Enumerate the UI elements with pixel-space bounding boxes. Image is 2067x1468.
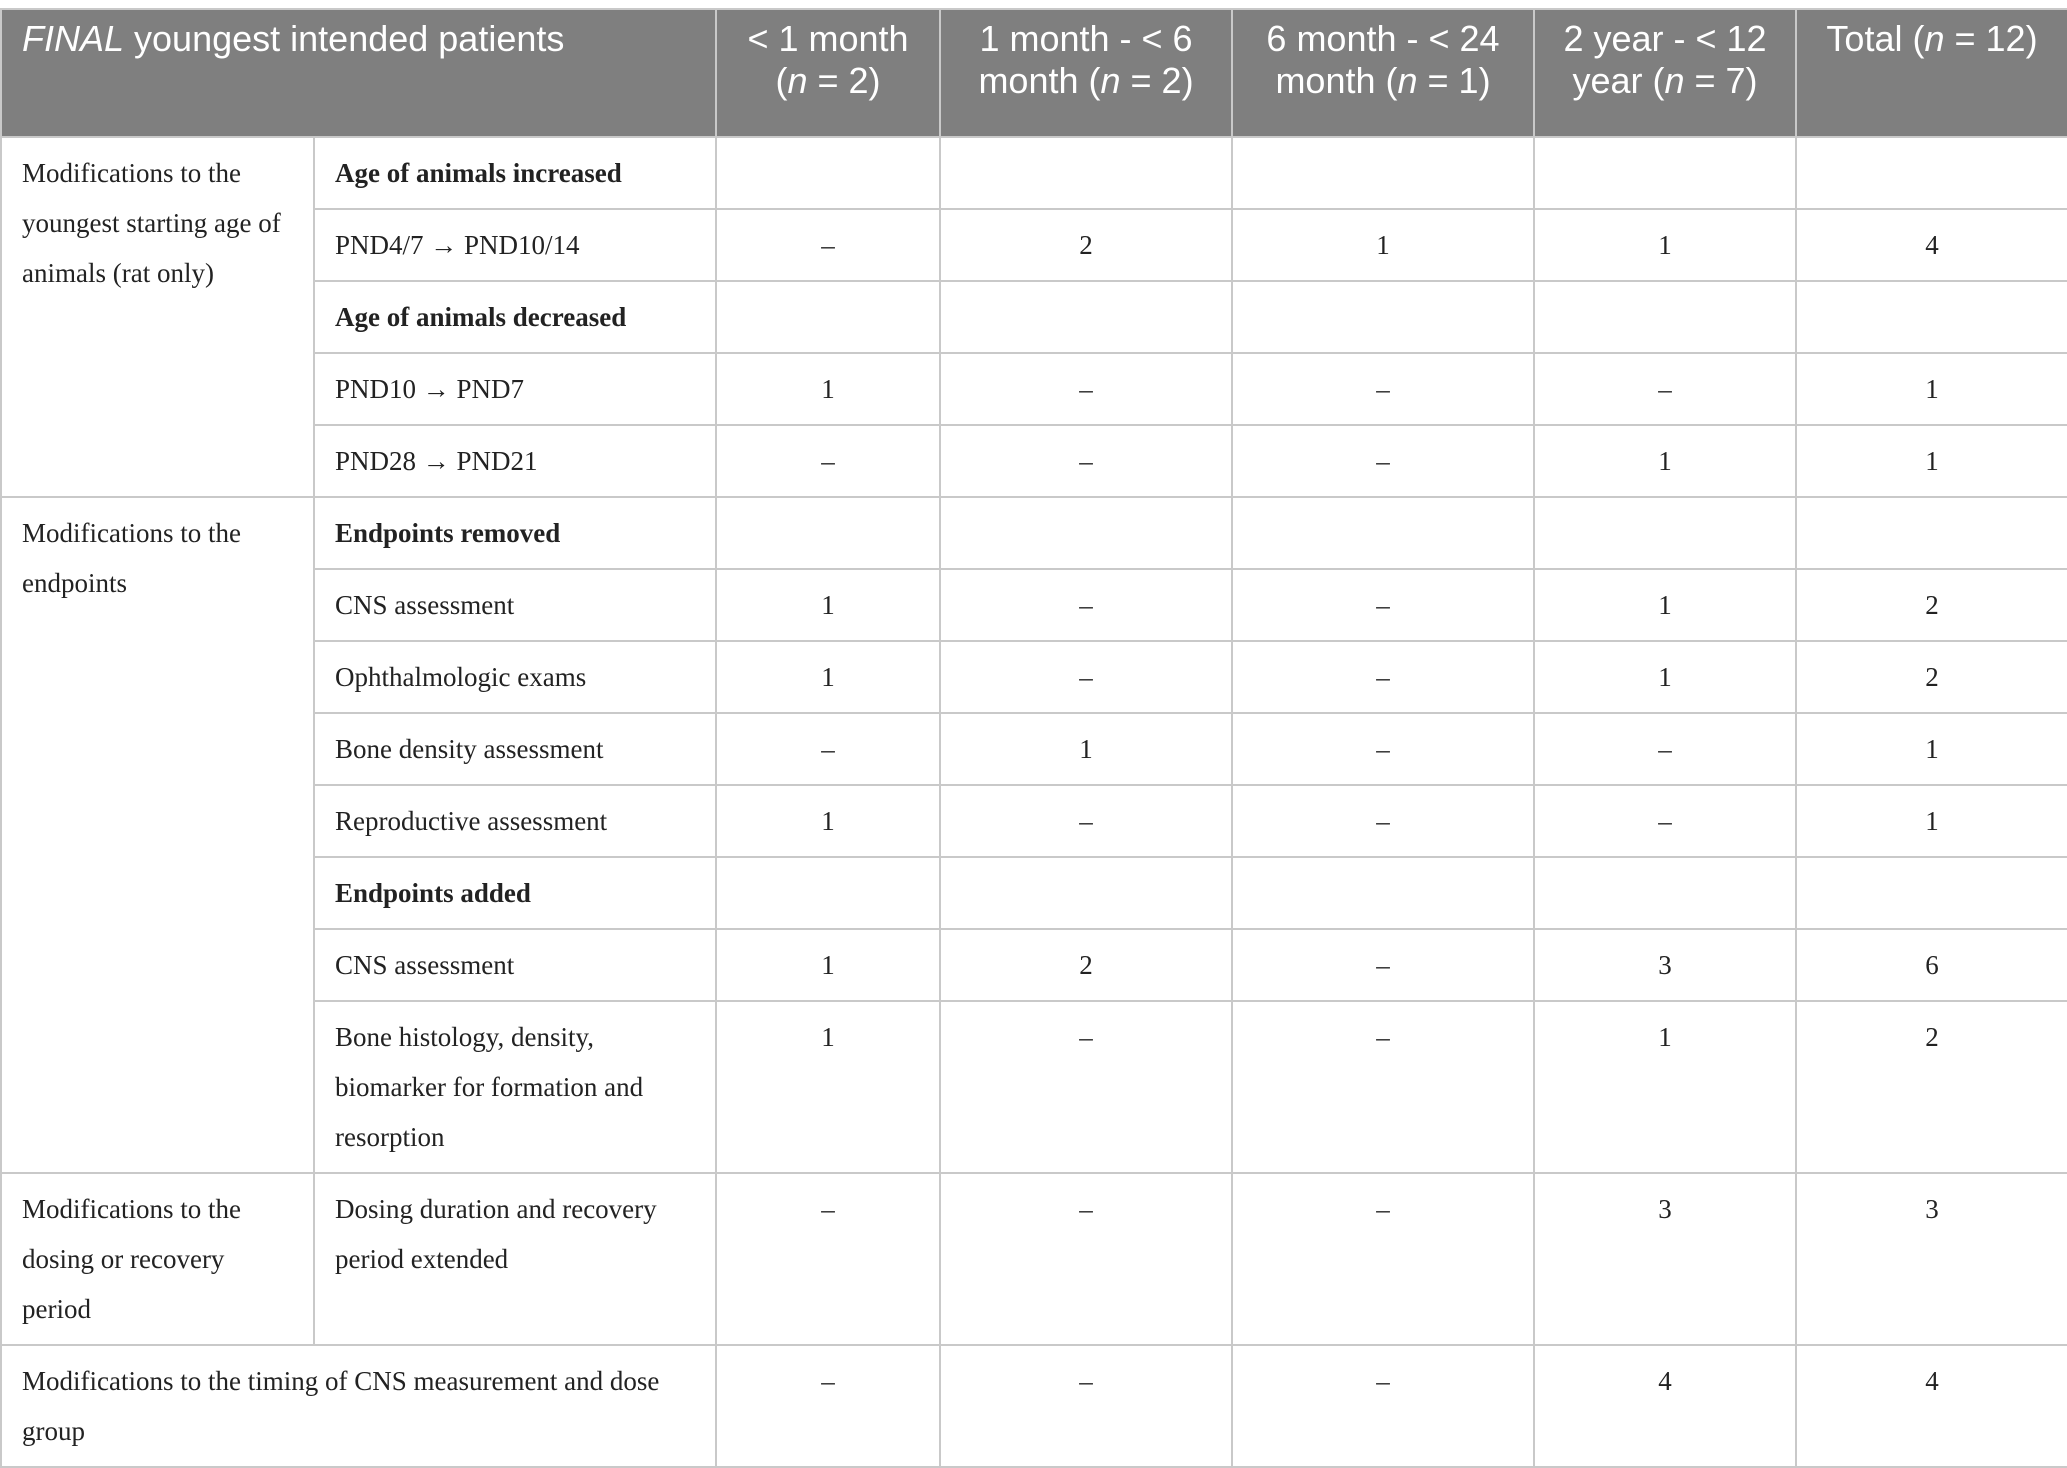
- value-cell: 1: [716, 569, 940, 641]
- subheading-cell: Endpoints removed: [314, 497, 716, 569]
- value-cell: 3: [1796, 1173, 2067, 1345]
- subheading-cell: Endpoints added: [314, 857, 716, 929]
- value-cell: [716, 281, 940, 353]
- row-label-cell: Bone density assessment: [314, 713, 716, 785]
- header-col-1-to-6-month: [940, 9, 1232, 137]
- header-col-line2-post: = 2): [807, 60, 881, 101]
- value-cell: [1534, 137, 1796, 209]
- value-cell: –: [940, 353, 1232, 425]
- value-cell: 1: [716, 641, 940, 713]
- header-col-line2-pre: (: [775, 60, 788, 101]
- value-cell: –: [940, 1345, 1232, 1467]
- value-cell: –: [940, 1001, 1232, 1173]
- category-cell: Modifications to the youngest starting age of animals (rat only): [1, 137, 314, 497]
- value-cell: –: [940, 569, 1232, 641]
- value-cell: 1: [1534, 569, 1796, 641]
- header-col-line2-post: = 2): [1120, 60, 1194, 101]
- subheading-cell: Age of animals increased: [314, 137, 716, 209]
- value-cell: 1: [716, 929, 940, 1001]
- value-cell: –: [1232, 1173, 1534, 1345]
- value-cell: 2: [940, 929, 1232, 1001]
- header-title-italic: FINAL: [22, 18, 125, 59]
- row-label-cell: PND28 → PND21: [314, 425, 716, 497]
- value-cell: –: [1232, 569, 1534, 641]
- table-row: [1, 137, 2067, 209]
- value-cell: –: [716, 1173, 940, 1345]
- value-cell: [1232, 497, 1534, 569]
- header-col-6-to-24-month: [1232, 9, 1534, 137]
- value-cell: 1: [1534, 209, 1796, 281]
- table-row: [1, 1173, 2067, 1345]
- header-col-line2-post: = 7): [1684, 60, 1758, 101]
- header-col-line1: 1 month - < 6: [979, 18, 1193, 59]
- value-cell: 2: [940, 209, 1232, 281]
- value-cell: [1232, 281, 1534, 353]
- value-cell: 2: [1796, 1001, 2067, 1173]
- value-cell: 1: [1796, 785, 2067, 857]
- header-col-line1: 2 year - < 12: [1563, 18, 1767, 59]
- value-cell: –: [1232, 641, 1534, 713]
- header-total-post: = 12): [1944, 18, 2038, 59]
- value-cell: [940, 137, 1232, 209]
- value-cell: [1796, 281, 2067, 353]
- row-label-cell: Ophthalmologic exams: [314, 641, 716, 713]
- value-cell: [1232, 857, 1534, 929]
- value-cell: 3: [1534, 929, 1796, 1001]
- row-label-cell: CNS assessment: [314, 569, 716, 641]
- header-col-line1: 6 month - < 24: [1266, 18, 1500, 59]
- value-cell: –: [716, 713, 940, 785]
- value-cell: –: [1232, 1345, 1534, 1467]
- header-col-line2-pre: year (: [1572, 60, 1665, 101]
- value-cell: –: [1232, 713, 1534, 785]
- value-cell: 4: [1796, 1345, 2067, 1467]
- row-label-cell: Reproductive assessment: [314, 785, 716, 857]
- value-cell: 1: [1796, 713, 2067, 785]
- header-col-total: [1796, 9, 2067, 137]
- value-cell: –: [940, 1173, 1232, 1345]
- category-cell: Modifications to the timing of CNS measurement and dose group: [1, 1345, 716, 1467]
- header-col-n: n: [1100, 60, 1121, 101]
- row-label-cell: PND10 → PND7: [314, 353, 716, 425]
- header-total-pre: Total (: [1826, 18, 1925, 59]
- header-total-n: n: [1924, 18, 1945, 59]
- value-cell: –: [1534, 713, 1796, 785]
- value-cell: 1: [1534, 1001, 1796, 1173]
- header-col-line2-pre: month (: [978, 60, 1101, 101]
- header-col-line2-pre: month (: [1275, 60, 1398, 101]
- value-cell: [1534, 281, 1796, 353]
- value-cell: –: [716, 1345, 940, 1467]
- value-cell: –: [1232, 1001, 1534, 1173]
- value-cell: [940, 497, 1232, 569]
- value-cell: [1796, 137, 2067, 209]
- value-cell: –: [940, 641, 1232, 713]
- value-cell: 1: [1232, 209, 1534, 281]
- value-cell: [940, 857, 1232, 929]
- header-col-under-1-month: [716, 9, 940, 137]
- value-cell: [1534, 857, 1796, 929]
- value-cell: –: [716, 209, 940, 281]
- value-cell: 1: [1796, 425, 2067, 497]
- header-col-n: n: [1397, 60, 1418, 101]
- header-col-n: n: [787, 60, 808, 101]
- category-cell: Modifications to the endpoints: [1, 497, 314, 1173]
- header-col-2-to-12-year: [1534, 9, 1796, 137]
- row-label-cell: CNS assessment: [314, 929, 716, 1001]
- header-title-rest: youngest intended patients: [124, 18, 565, 59]
- header-col-n: n: [1664, 60, 1685, 101]
- value-cell: 1: [1796, 353, 2067, 425]
- table-row: [1, 497, 2067, 569]
- value-cell: –: [1534, 785, 1796, 857]
- table-row: [1, 1345, 2067, 1467]
- value-cell: 1: [716, 785, 940, 857]
- value-cell: 3: [1534, 1173, 1796, 1345]
- value-cell: 1: [1534, 641, 1796, 713]
- header-row: [1, 9, 2067, 137]
- value-cell: [716, 497, 940, 569]
- header-col-line1: < 1 month: [747, 18, 909, 59]
- value-cell: –: [1232, 353, 1534, 425]
- value-cell: 2: [1796, 641, 2067, 713]
- value-cell: [716, 857, 940, 929]
- value-cell: 4: [1534, 1345, 1796, 1467]
- value-cell: 6: [1796, 929, 2067, 1001]
- value-cell: [716, 137, 940, 209]
- value-cell: [940, 281, 1232, 353]
- value-cell: –: [1232, 785, 1534, 857]
- row-label-cell: Dosing duration and recovery period extended: [314, 1173, 716, 1345]
- value-cell: –: [940, 785, 1232, 857]
- value-cell: 4: [1796, 209, 2067, 281]
- value-cell: –: [940, 425, 1232, 497]
- row-label-cell: PND4/7 → PND10/14: [314, 209, 716, 281]
- value-cell: –: [716, 425, 940, 497]
- value-cell: 1: [1534, 425, 1796, 497]
- value-cell: –: [1232, 425, 1534, 497]
- header-col-line2-post: = 1): [1417, 60, 1491, 101]
- value-cell: –: [1534, 353, 1796, 425]
- value-cell: [1232, 137, 1534, 209]
- value-cell: [1796, 497, 2067, 569]
- value-cell: –: [1232, 929, 1534, 1001]
- value-cell: 1: [940, 713, 1232, 785]
- value-cell: [1796, 857, 2067, 929]
- value-cell: 1: [716, 1001, 940, 1173]
- value-cell: [1534, 497, 1796, 569]
- modifications-table: [0, 8, 2067, 1468]
- value-cell: 1: [716, 353, 940, 425]
- header-title: [1, 9, 716, 137]
- row-label-cell: Bone histology, density, biomarker for formation and resorption: [314, 1001, 716, 1173]
- subheading-cell: Age of animals decreased: [314, 281, 716, 353]
- category-cell: Modifications to the dosing or recovery period: [1, 1173, 314, 1345]
- value-cell: 2: [1796, 569, 2067, 641]
